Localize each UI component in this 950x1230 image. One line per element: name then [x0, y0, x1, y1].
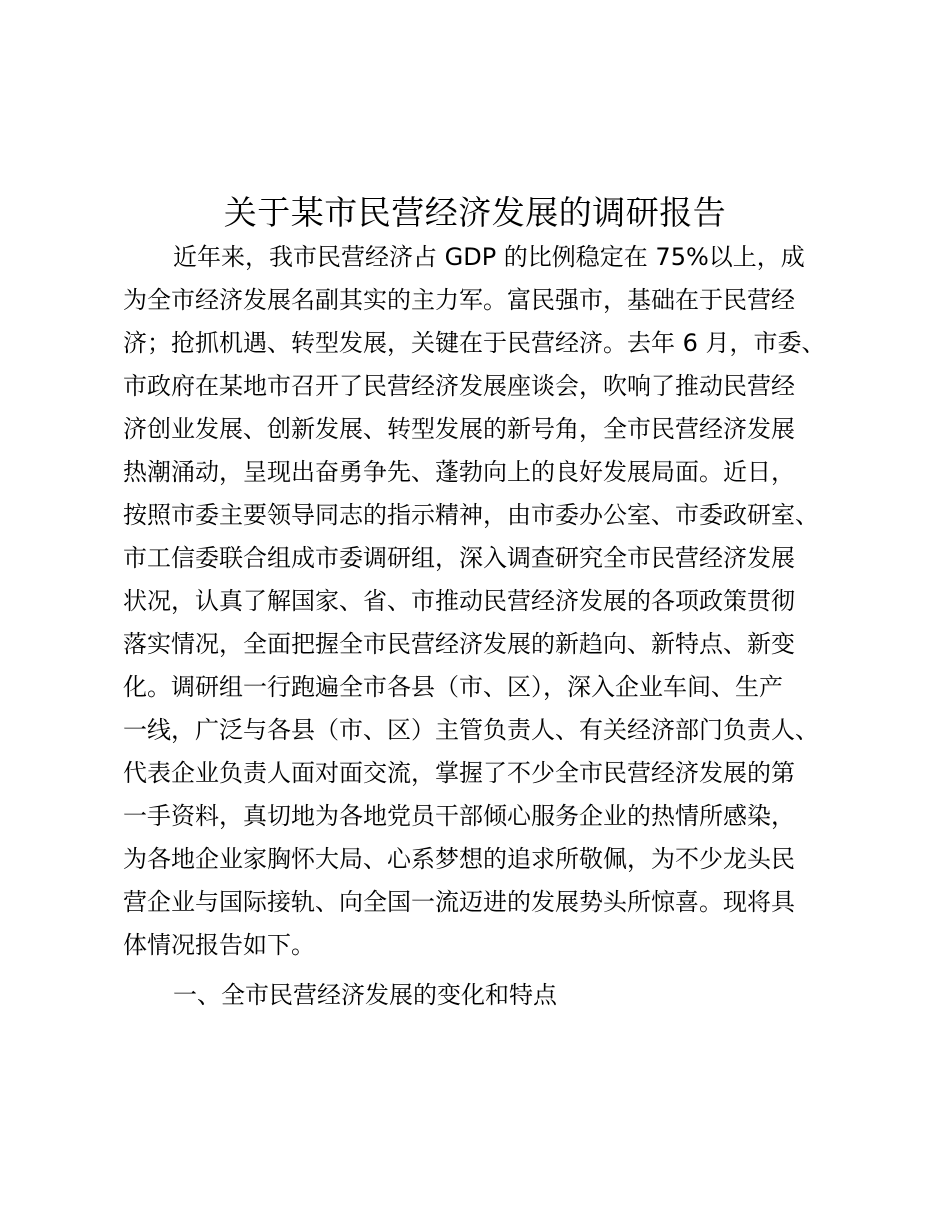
paragraph-line: 市工信委联合组成市委调研组，深入调查研究全市民营经济发展 [123, 544, 795, 572]
paragraph-line: 热潮涌动，呈现出奋勇争先、蓬勃向上的良好发展局面。近日， [123, 458, 795, 486]
paragraph-line: 为各地企业家胸怀大局、心系梦想的追求所敬佩，为不少龙头民 [123, 845, 795, 873]
paragraph-line: 济；抢抓机遇、转型发展，关键在于民营经济。去年 6 月，市委、 [123, 329, 826, 357]
document-title: 关于某市民营经济发展的调研报告 [223, 193, 727, 233]
paragraph-line: 济创业发展、创新发展、转型发展的新号角，全市民营经济发展 [123, 415, 795, 443]
paragraph-line: 近年来，我市民营经济占 GDP 的比例稳定在 75%以上，成 [173, 243, 805, 271]
paragraph-line: 按照市委主要领导同志的指示精神，由市委办公室、市委政研室、 [123, 501, 819, 529]
section-heading: 一、全市民营经济发展的变化和特点 [173, 981, 557, 1009]
paragraph-line: 体情况报告如下。 [123, 931, 315, 959]
paragraph-line: 为全市经济发展名副其实的主力军。富民强市，基础在于民营经 [123, 286, 795, 314]
paragraph-line: 一手资料，真切地为各地党员干部倾心服务企业的热情所感染， [123, 802, 795, 830]
paragraph-line: 化。调研组一行跑遍全市各县（市、区），深入企业车间、生产 [123, 673, 783, 701]
paragraph-line: 代表企业负责人面对面交流，掌握了不少全市民营经济发展的第 [123, 759, 795, 787]
paragraph-line: 落实情况，全面把握全市民营经济发展的新趋向、新特点、新变 [123, 630, 795, 658]
paragraph-line: 状况，认真了解国家、省、市推动民营经济发展的各项政策贯彻 [123, 587, 795, 615]
paragraph-line: 营企业与国际接轨、向全国一流迈进的发展势头所惊喜。现将具 [123, 888, 795, 916]
intro-paragraph [123, 236, 843, 967]
paragraph-line: 一线，广泛与各县（市、区）主管负责人、有关经济部门负责人、 [123, 716, 819, 744]
paragraph-line: 市政府在某地市召开了民营经济发展座谈会，吹响了推动民营经 [123, 372, 795, 400]
